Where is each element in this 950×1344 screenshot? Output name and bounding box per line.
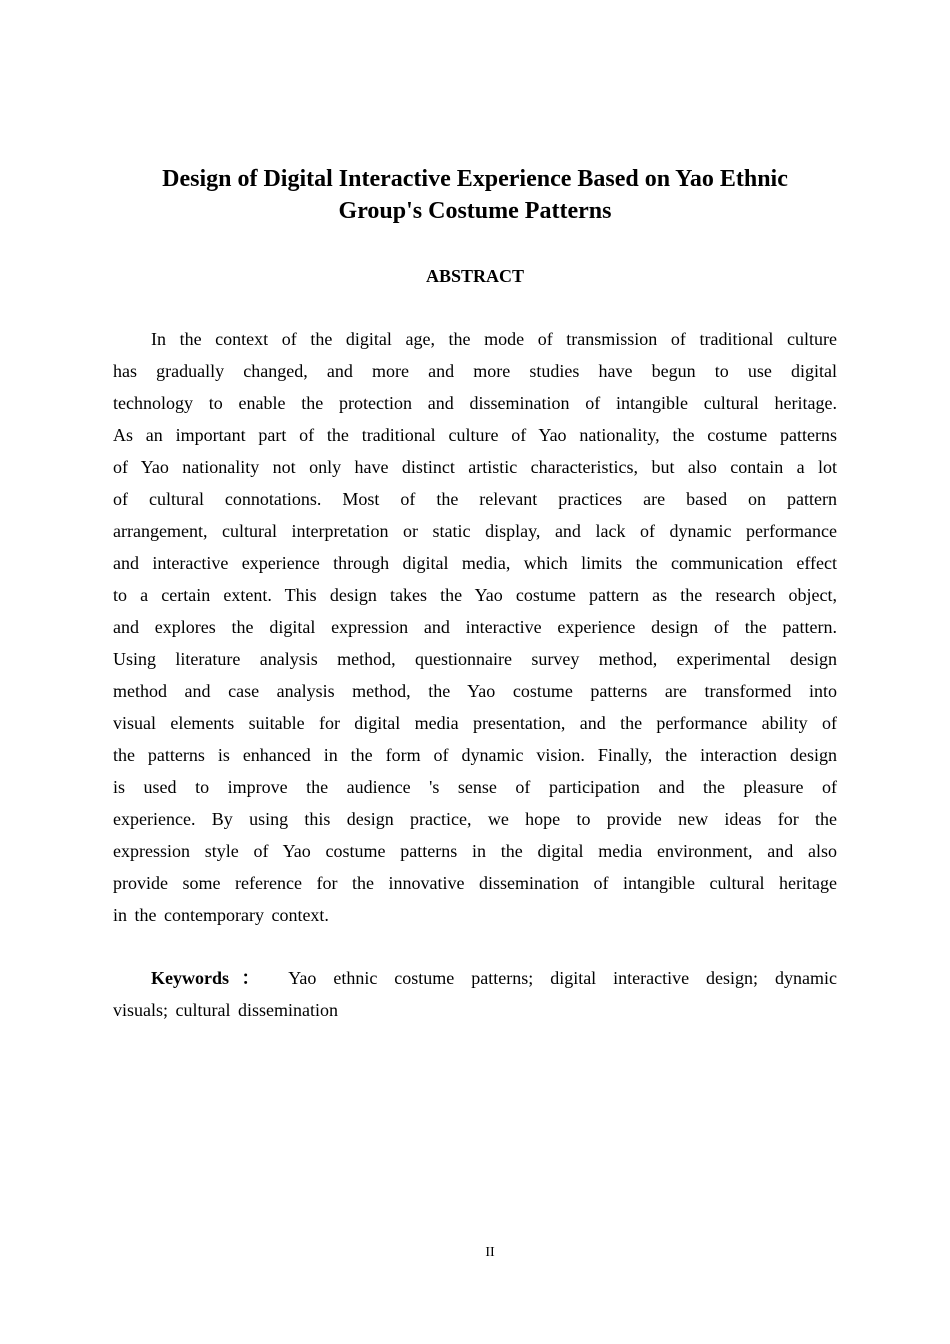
paper-title — [113, 163, 837, 227]
abstract-line: and explores the digital expression and interactive experience design of the pattern. — [113, 617, 837, 637]
abstract-line: is used to improve the audience 's sense of participation and the pleasure of — [113, 777, 837, 797]
abstract-line: technology to enable the protection and dissemination of intangible cultural heritage. — [113, 393, 837, 413]
abstract-line: has gradually changed, and more and more studies have begun to use digital — [113, 361, 837, 381]
abstract-line: and interactive experience through digital media, which limits the communication effect — [113, 553, 837, 573]
keywords-section — [113, 962, 837, 1026]
abstract-line: Using literature analysis method, questionnaire survey method, experimental design — [113, 649, 837, 669]
page-number: II — [485, 1245, 495, 1260]
keywords-line — [113, 962, 837, 994]
keywords-text: Yao ethnic costume patterns; digital interactive design; dynamic — [288, 968, 837, 988]
abstract-line: to a certain extent. This design takes the Yao costume pattern as the research object, — [113, 585, 837, 605]
abstract-line: the patterns is enhanced in the form of dynamic vision. Finally, the interaction design — [113, 745, 837, 765]
abstract-heading: ABSTRACT — [425, 266, 525, 286]
abstract-body — [113, 323, 837, 931]
abstract-line: visual elements suitable for digital media presentation, and the performance ability of — [113, 713, 837, 733]
abstract-line: of cultural connotations. Most of the relevant practices are based on pattern — [113, 489, 837, 509]
keywords-line: visuals; cultural dissemination — [113, 1000, 338, 1020]
abstract-line: expression style of Yao costume patterns in the digital media environment, and also — [113, 841, 837, 861]
abstract-line: provide some reference for the innovative dissemination of intangible cultural heritage — [113, 873, 837, 893]
abstract-line: In the context of the digital age, the mode of transmission of traditional culture — [151, 329, 837, 349]
abstract-line: experience. By using this design practice, we hope to provide new ideas for the — [113, 809, 837, 829]
paper-title-line: Design of Digital Interactive Experience Based on Yao Ethnic — [162, 166, 788, 192]
abstract-line: of Yao nationality not only have distinct artistic characteristics, but also contain a lot — [113, 457, 837, 477]
paper-title-line: Group's Costume Patterns — [338, 198, 612, 224]
abstract-line: in the contemporary context. — [113, 905, 329, 925]
abstract-line: arrangement, cultural interpretation or static display, and lack of dynamic performance — [113, 521, 837, 541]
keywords-label: Keywords： — [151, 968, 272, 988]
abstract-line: method and case analysis method, the Yao costume patterns are transformed into — [113, 681, 837, 701]
abstract-line: As an important part of the traditional culture of Yao nationality, the costume patterns — [113, 425, 837, 445]
